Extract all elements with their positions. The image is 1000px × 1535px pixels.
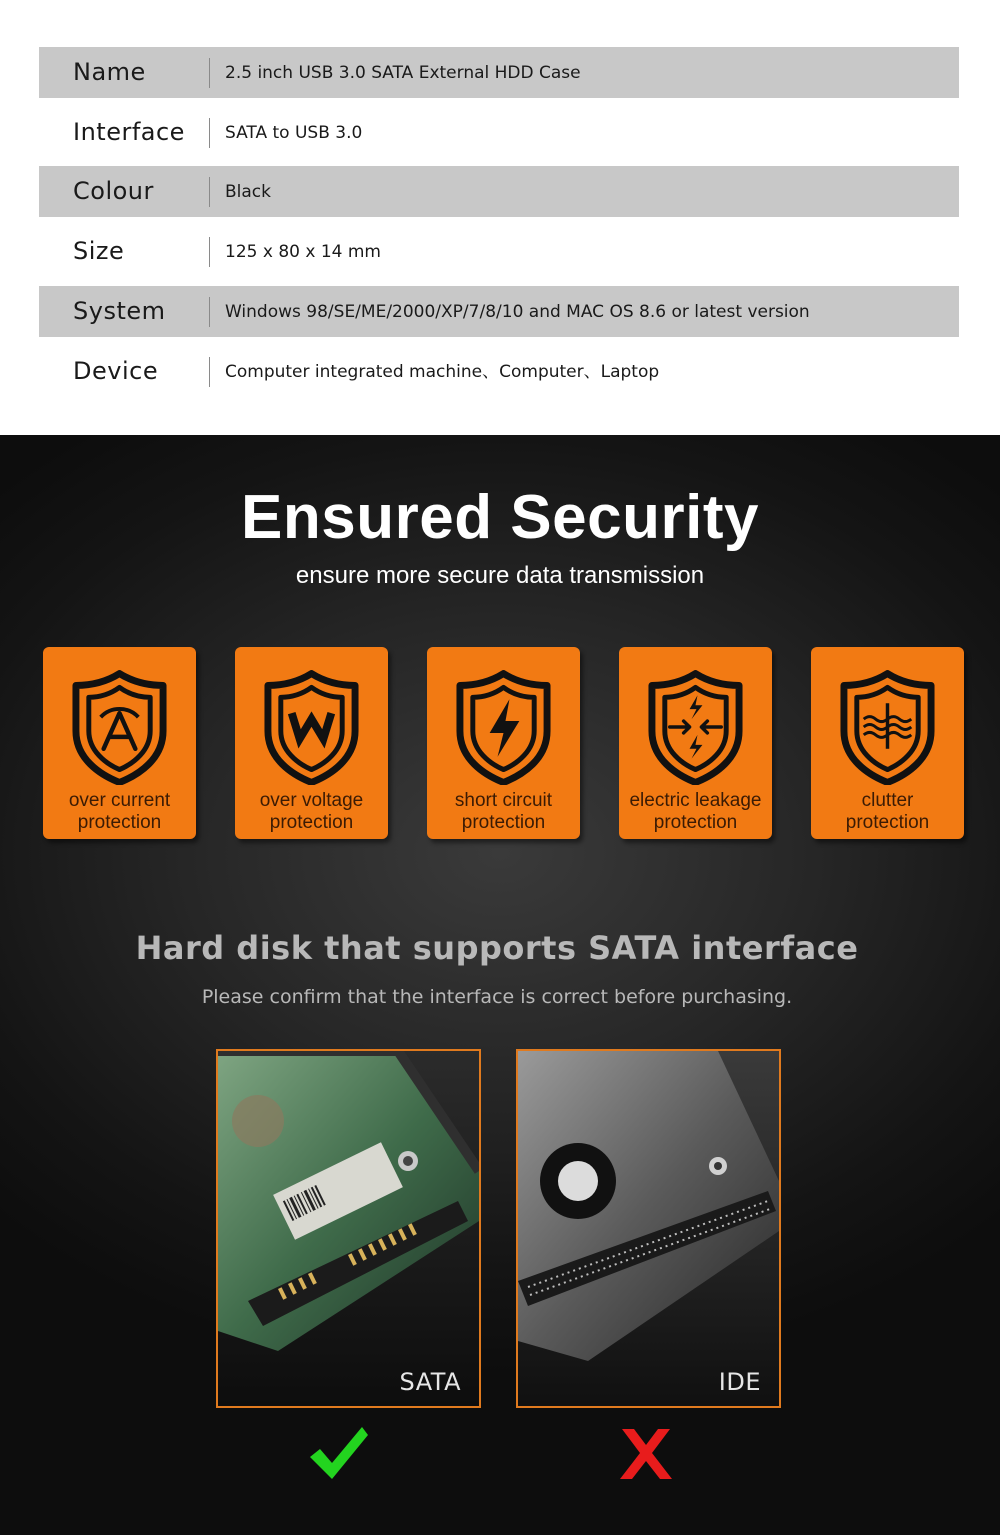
feature-card-short-circuit [427, 647, 580, 839]
feature-label: over current protection [68, 790, 171, 833]
feature-card-clutter [811, 647, 964, 839]
check-icon [306, 1423, 370, 1483]
spec-divider [209, 297, 210, 327]
section-title: Ensured Security [241, 483, 759, 552]
sata-subtitle: Please confirm that the interface is correct before purchasing. [201, 986, 793, 1008]
sata-drive-image [218, 1051, 479, 1406]
shield-watt-icon [262, 669, 361, 785]
feature-card-electric-leakage [619, 647, 772, 839]
spec-table [0, 0, 1000, 435]
ide-drive-photo [516, 1049, 781, 1408]
spec-label: Interface [73, 118, 185, 146]
feature-label: clutter protection [845, 790, 930, 833]
ide-drive-image [518, 1051, 779, 1406]
feature-label: short circuit protection [454, 790, 553, 833]
spec-label: Name [73, 58, 146, 86]
feature-card-over-voltage [235, 647, 388, 839]
shield-clutter-icon [838, 669, 937, 785]
ide-label: IDE [718, 1368, 761, 1396]
spec-divider [209, 177, 210, 207]
spec-row-interface [39, 107, 959, 158]
spec-label: Size [73, 237, 125, 265]
spec-label: Colour [73, 177, 154, 205]
spec-value: 2.5 inch USB 3.0 SATA External HDD Case [225, 63, 581, 83]
shield-lightning-icon [454, 669, 553, 785]
spec-value: Computer integrated machine、Computer、Laptop [225, 362, 660, 382]
feature-card-over-current [43, 647, 196, 839]
feature-label: electric leakage protection [629, 790, 762, 833]
spec-row-colour [39, 166, 959, 217]
spec-label: System [73, 297, 166, 325]
spec-value: Black [225, 182, 271, 202]
shield-ampere-icon [70, 669, 169, 785]
spec-value: Windows 98/SE/ME/2000/XP/7/8/10 and MAC OS 8.6 or latest version [225, 302, 810, 322]
spec-value: SATA to USB 3.0 [225, 123, 363, 143]
spec-label: Device [73, 357, 159, 385]
spec-row-device [39, 346, 959, 397]
sata-drive-photo [216, 1049, 481, 1408]
cross-icon [614, 1423, 678, 1483]
spec-divider [209, 237, 210, 267]
shield-leakage-icon [646, 669, 745, 785]
feature-label: over voltage protection [259, 790, 364, 833]
spec-divider [209, 118, 210, 148]
sata-label: SATA [399, 1368, 461, 1396]
spec-divider [209, 357, 210, 387]
spec-value: 125 x 80 x 14 mm [225, 242, 381, 262]
spec-row-size [39, 226, 959, 277]
section-subtitle: ensure more secure data transmission [295, 562, 705, 589]
spec-row-system [39, 286, 959, 337]
spec-row-name [39, 47, 959, 98]
sata-title: Hard disk that supports SATA interface [135, 929, 859, 967]
spec-divider [209, 58, 210, 88]
security-section [0, 435, 1000, 1535]
